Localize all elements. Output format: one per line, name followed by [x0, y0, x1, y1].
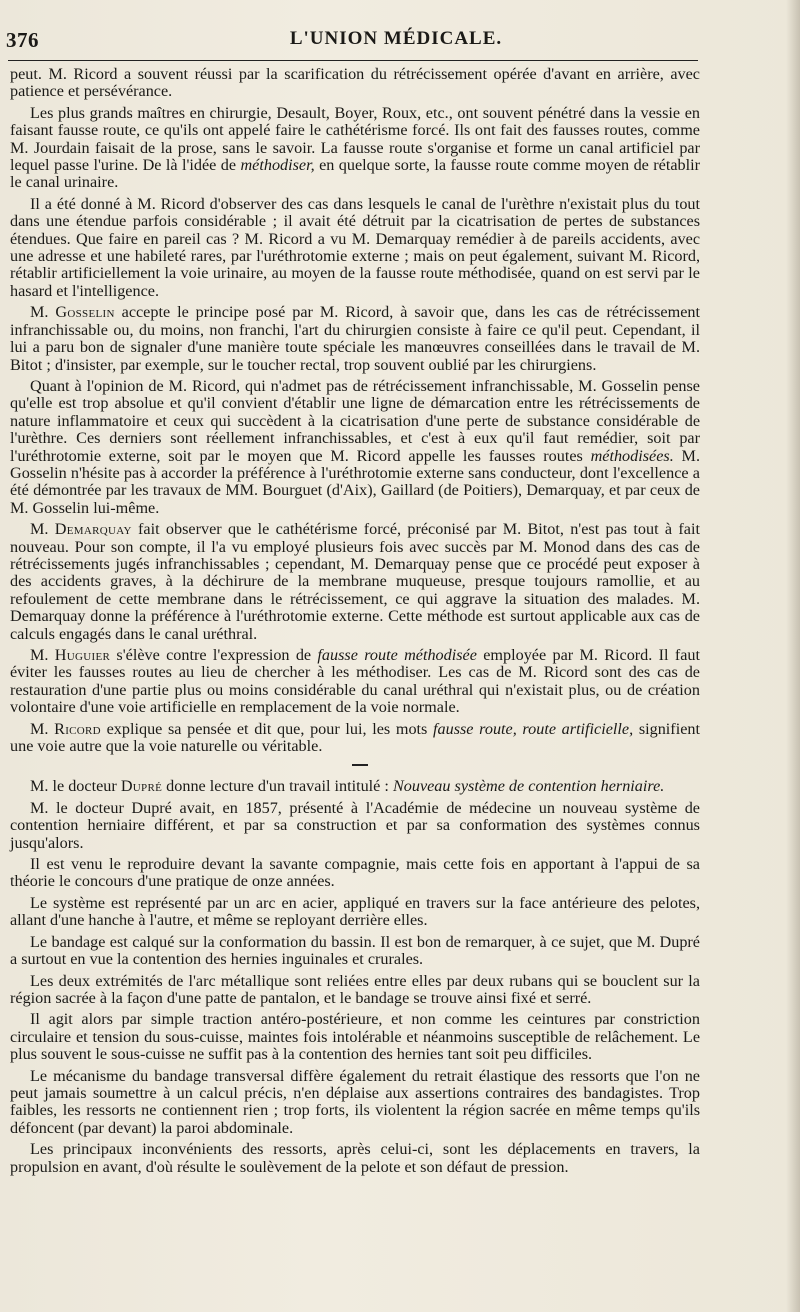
paragraph-text: employée par M. Ricord. Il faut éviter les fausses routes au lieu de chercher à les méthodiser. Les cas de M. Ricord sont des cas de restauration d'une partie plus ou moins considérable du canal uréthral qui n'existait plus, ou de création volontaire d'une voie artificielle en remplacement de la voie normale. — [10, 646, 701, 717]
speaker-name: Dupré — [120, 777, 163, 796]
paragraph-text: donne lecture d'un travail intitulé : — [162, 777, 393, 796]
paragraph: Le système est représenté par un arc en acier, appliqué en travers sur la face antérieure des pelotes, allant d'une hanche à l'autre, et même se reployant derrière elles. — [10, 893, 700, 930]
speaker-prefix: M. — [30, 646, 55, 664]
work-title: Nouveau système de contention herniaire. — [392, 777, 665, 796]
page-header — [6, 26, 786, 56]
paragraph-huguier — [10, 647, 700, 717]
speaker-name: Demarquay — [54, 520, 132, 539]
speaker-prefix: M. — [30, 303, 56, 322]
paragraph: peut. M. Ricord a souvent réussi par la scarification du rétrécissement opérée d'avant en arrière, avec patience et persévérance. — [10, 65, 700, 101]
speaker-prefix: M. le docteur — [30, 777, 121, 796]
page-number: 376 — [6, 28, 39, 52]
italic-term: méthodisées. — [590, 446, 674, 465]
paragraph-text: Les plus grands maîtres en chirurgie, Desault, Boyer, Roux, etc., ont souvent pénétré dans la vessie en faisant fausse route, ce qu'ils ont appelé faire le cathétérisme forcé. Ils ont fait des fausses routes, comme M. Jourdain faisait de la prose, sans le savoir. La fausse route s'organise et forme un canal artificiel par lequel passe l'urine. De là l'idée de — [10, 103, 700, 175]
paragraph — [10, 105, 700, 192]
page-edge-shadow — [786, 0, 800, 1312]
paragraph-dupre-intro — [10, 778, 700, 795]
paragraph: Il est venu le reproduire devant la savante compagnie, mais cette fois en apportant à l'appui de sa théorie le concours d'une pratique de onze années. — [10, 855, 700, 891]
header-rule — [8, 60, 698, 61]
paragraph: Les principaux inconvénients des ressorts, après celui-ci, sont les déplacements en travers, la propulsion en avant, d'où résulte le soulèvement de la pelote et son défaut de pression. — [10, 1140, 700, 1176]
paragraph: M. le docteur Dupré avait, en 1857, présenté à l'Académie de médecine un nouveau système de contention herniaire différent, et par sa construction et par sa conformation des systèmes connus jusqu'alors. — [10, 798, 700, 852]
section-separator — [352, 764, 368, 766]
paragraph-text: s'élève contre l'expression de — [110, 646, 318, 664]
paragraph-text: fait observer que le cathétérisme forcé, préconisé par M. Bitot, n'est pas tout à fait nouveau. Pour son compte, il l'a vu employé plusieurs fois avec succès par M. Monod dans des cas de rétrécissements jugés infranchissables ; cependant, M. Demarquay pense que ce procédé peut exposer à des accidents graves, à la déchirure de la membrane muqueuse, presque toujours ramollie, et au refoulement de cette membrane dans le rétrécissement, ce qui aggrave la situation des malades. M. Demarquay donne la préférence à l'uréthrotomie externe. Cette méthode est surtout applicable aux cas de calculs engagés dans le canal uréthral. — [10, 520, 700, 643]
speaker-name: Gosselin — [55, 303, 115, 322]
paragraph: Le bandage est calqué sur la conformation du bassin. Il est bon de remarquer, à ce sujet, que M. Dupré a surtout en vue la contention des hernies inguinales et crurales. — [10, 932, 700, 969]
italic-term: méthodiser, — [240, 156, 315, 175]
paragraph-gosselin — [10, 304, 700, 374]
speaker-name: Ricord — [54, 719, 101, 738]
speaker-prefix: M. — [30, 520, 55, 539]
paragraph: Il agit alors par simple traction antéro-postérieure, et non comme les ceintures par constriction circulaire et tension du sous-cuisse, maintes fois intolérable et néanmoins susceptible de relâchement. Le plus souvent le sous-cuisse ne suffit pas à la contention des hernies tant soit peu difficiles. — [10, 1010, 700, 1064]
paragraph-text: Quant à l'opinion de M. Ricord, qui n'admet pas de rétrécissement infranchissable, M. Gosselin pense qu'elle est trop absolue et qu'il convient d'établir une ligne de démarcation entre les rétrécissements de nature inflammatoire et ceux qui succèdent à la cicatrisation d'une perte de substance considérable de l'urèthre. Ces derniers sont réellement infranchissables, et c'est à eux qu'il faut remédier, soit par l'uréthrotomie externe, soit par le moyen que M. Ricord appelle les fausses routes — [10, 376, 700, 465]
speaker-name: Huguier — [54, 646, 111, 664]
paragraph-quant — [10, 378, 700, 517]
paragraph-text: signifient une voie autre que la voie naturelle ou véritable. — [10, 719, 700, 756]
paragraph-text: en quelque sorte, la fausse route comme moyen de rétablir le canal urinaire. — [10, 156, 701, 192]
speaker-prefix: M. — [30, 719, 55, 738]
paragraph-text: accepte le principe posé par M. Ricord, à savoir que, dans les cas de rétrécissement infranchissable ou, du moins, non franchi, l'art du chirurgien consiste à faire ce qu'il peut. Cependant, il lui a paru bon de signaler d'une manière toute spéciale les manœuvres conseillées dans le travail de M. Bitot ; d'insister, par exemple, sur le toucher rectal, trop souvent oublié par les chirurgiens. — [10, 303, 700, 374]
paragraph-demarquay — [10, 521, 700, 643]
paragraph: Il a été donné à M. Ricord d'observer des cas dans lesquels le canal de l'urèthre n'existait plus du tout dans une étendue parfois considérable ; il avait été détruit par la cicatrisation de pertes de substances étendues. Que faire en pareil cas ? M. Ricord a vu M. Demarquay remédier à de pareils accidents, avec une adresse et une habileté rares, par l'uréthrotomie externe ; mais on peut également, suivant M. Ricord, rétablir artificiellement la voie urinaire, au moyen de la fausse route méthodisée, quand on est servi par le hasard et l'intelligence. — [10, 194, 700, 300]
paragraph-ricord — [10, 721, 700, 756]
paragraph: Les deux extrémités de l'arc métallique sont reliées entre elles par deux rubans qui se bouclent sur la région sacrée à la façon d'une patte de pantalon, et le bandage se trouve ainsi fixé et serré. — [10, 971, 700, 1007]
paragraph-text: explique sa pensée et dit que, pour lui, les mots — [100, 719, 434, 738]
paragraph-text: M. Gosselin n'hésite pas à accorder la préférence à l'uréthrotomie externe sans conducteur, dont l'excellence a été démontrée par les travaux de MM. Bourguet (d'Aix), Gaillard (de Poitiers), Demarquay, et par ceux de M. Gosselin lui-même. — [10, 446, 700, 517]
paragraph: Le mécanisme du bandage transversal diffère également du retrait élastique des ressorts que l'on ne peut jamais soumettre à un calcul précis, n'en déplaise aux assertions contraires des bandagistes. Trop faibles, les ressorts ne contiennent rien ; trop forts, ils violentent la région sacrée en même temps qu'ils défoncent (par devant) la paroi abdominale. — [10, 1066, 700, 1137]
article-body — [10, 66, 700, 1180]
italic-term: fausse route, route artificielle, — [433, 719, 634, 738]
italic-term: fausse route méthodisée — [317, 646, 477, 664]
running-title: L'UNION MÉDICALE. — [289, 28, 503, 49]
